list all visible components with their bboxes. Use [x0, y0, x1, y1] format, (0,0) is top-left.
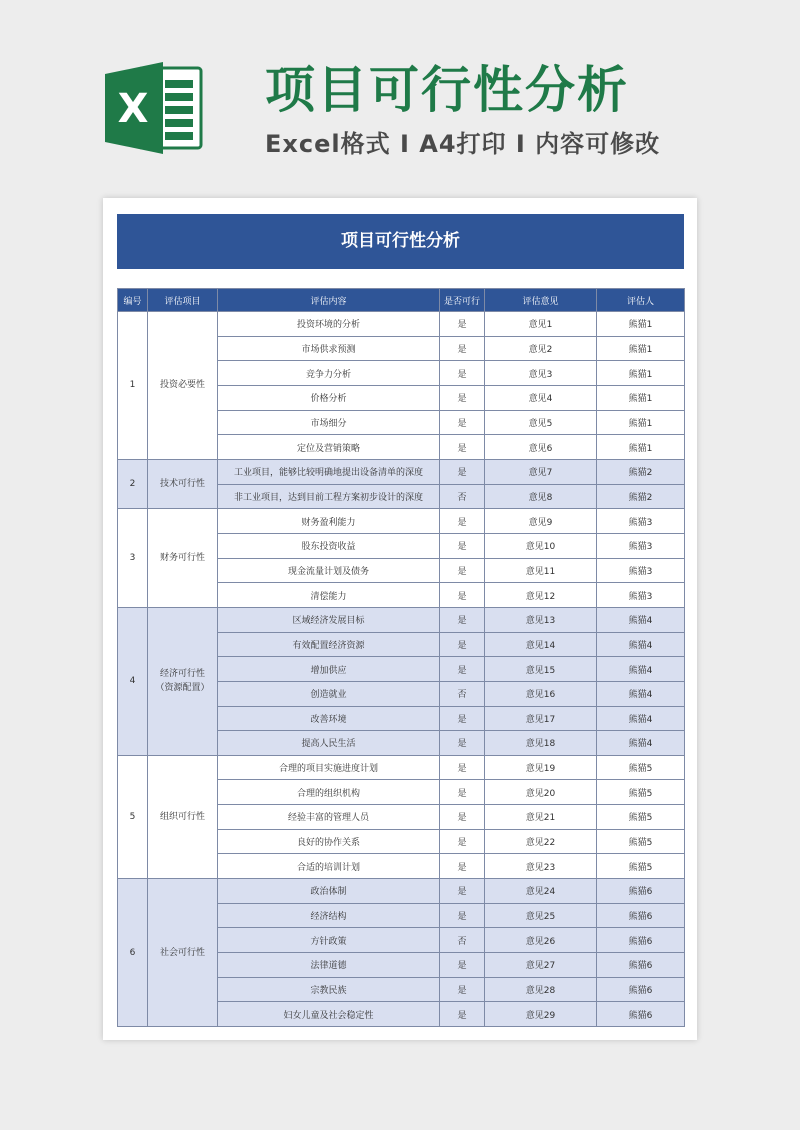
- assessor-cell: 熊猫5: [597, 829, 685, 854]
- content-cell: 方针政策: [218, 928, 440, 953]
- group-name-line: 经济可行性: [159, 669, 205, 680]
- assessor-cell: 熊猫3: [597, 583, 685, 608]
- feasible-cell: 是: [440, 558, 485, 583]
- table-row: [118, 755, 685, 780]
- feasible-cell: 否: [440, 681, 485, 706]
- assessor-cell: 熊猫3: [597, 533, 685, 558]
- assessor-cell: 熊猫4: [597, 632, 685, 657]
- feasible-cell: 否: [440, 484, 485, 509]
- opinion-cell: 意见4: [485, 385, 597, 410]
- feasible-cell: 是: [440, 755, 485, 780]
- group-name-cell: [148, 607, 218, 755]
- opinion-cell: 意见13: [485, 607, 597, 632]
- feasible-cell: 是: [440, 533, 485, 558]
- content-cell: 政治体制: [218, 879, 440, 904]
- group-number-cell: 1: [118, 312, 148, 460]
- assessor-cell: 熊猫4: [597, 657, 685, 682]
- assessor-cell: 熊猫6: [597, 977, 685, 1002]
- content-cell: 竞争力分析: [218, 361, 440, 386]
- group-name-cell: [148, 312, 218, 460]
- content-cell: 法律道德: [218, 953, 440, 978]
- feasible-cell: 是: [440, 854, 485, 879]
- opinion-cell: 意见8: [485, 484, 597, 509]
- feasible-cell: 是: [440, 435, 485, 460]
- table-row: [118, 312, 685, 337]
- content-cell: 增加供应: [218, 657, 440, 682]
- content-cell: 合理的组织机构: [218, 780, 440, 805]
- group-name-cell: [148, 755, 218, 878]
- group-name-cell: [148, 879, 218, 1027]
- group-number-cell: 6: [118, 879, 148, 1027]
- assessor-cell: 熊猫6: [597, 1002, 685, 1027]
- assessor-cell: 熊猫1: [597, 361, 685, 386]
- content-cell: 宗教民族: [218, 977, 440, 1002]
- opinion-cell: 意见18: [485, 731, 597, 756]
- opinion-cell: 意见26: [485, 928, 597, 953]
- opinion-cell: 意见16: [485, 681, 597, 706]
- assessor-cell: 熊猫3: [597, 509, 685, 534]
- group-name-cell: [148, 509, 218, 608]
- page-subtitle: Excel格式 I A4打印 I 内容可修改: [265, 130, 661, 158]
- feasible-cell: 是: [440, 607, 485, 632]
- column-header-content: 评估内容: [218, 289, 440, 312]
- group-name-cell: [148, 459, 218, 508]
- assessor-cell: 熊猫4: [597, 681, 685, 706]
- assessor-cell: 熊猫1: [597, 312, 685, 337]
- feasible-cell: 是: [440, 1002, 485, 1027]
- content-cell: 股东投资收益: [218, 533, 440, 558]
- group-name-line: 技术可行性: [159, 479, 205, 490]
- assessor-cell: 熊猫1: [597, 336, 685, 361]
- assessor-cell: 熊猫2: [597, 484, 685, 509]
- table-body: [118, 312, 685, 1027]
- table-row: [118, 879, 685, 904]
- opinion-cell: 意见3: [485, 361, 597, 386]
- feasible-cell: 是: [440, 706, 485, 731]
- opinion-cell: 意见12: [485, 583, 597, 608]
- feasible-cell: 是: [440, 879, 485, 904]
- column-header-no: 编号: [118, 289, 148, 312]
- opinion-cell: 意见23: [485, 854, 597, 879]
- content-cell: 区域经济发展目标: [218, 607, 440, 632]
- feasible-cell: 是: [440, 953, 485, 978]
- opinion-cell: 意见24: [485, 879, 597, 904]
- assessor-cell: 熊猫1: [597, 410, 685, 435]
- feasible-cell: 是: [440, 509, 485, 534]
- feasible-cell: 是: [440, 410, 485, 435]
- group-name-line: 社会可行性: [159, 947, 205, 958]
- table-row: [118, 607, 685, 632]
- content-cell: 经验丰富的管理人员: [218, 805, 440, 830]
- feasibility-table: [117, 288, 685, 1027]
- opinion-cell: 意见17: [485, 706, 597, 731]
- feasible-cell: 是: [440, 459, 485, 484]
- column-header-assessor: 评估人: [597, 289, 685, 312]
- assessor-cell: 熊猫4: [597, 706, 685, 731]
- opinion-cell: 意见2: [485, 336, 597, 361]
- group-name-line: 组织可行性: [159, 811, 205, 822]
- content-cell: 经济结构: [218, 903, 440, 928]
- content-cell: 改善环境: [218, 706, 440, 731]
- assessor-cell: 熊猫5: [597, 854, 685, 879]
- opinion-cell: 意见7: [485, 459, 597, 484]
- opinion-cell: 意见20: [485, 780, 597, 805]
- feasible-cell: 是: [440, 385, 485, 410]
- assessor-cell: 熊猫3: [597, 558, 685, 583]
- excel-icon: [105, 60, 205, 156]
- assessor-cell: 熊猫6: [597, 928, 685, 953]
- opinion-cell: 意见11: [485, 558, 597, 583]
- opinion-cell: 意见27: [485, 953, 597, 978]
- content-cell: 非工业项目，达到目前工程方案初步设计的深度: [218, 484, 440, 509]
- column-header-feasible: 是否可行: [440, 289, 485, 312]
- content-cell: 定位及营销策略: [218, 435, 440, 460]
- opinion-cell: 意见29: [485, 1002, 597, 1027]
- group-name-line: 投资必要性: [159, 380, 205, 391]
- feasible-cell: 是: [440, 583, 485, 608]
- content-cell: 合适的培训计划: [218, 854, 440, 879]
- opinion-cell: 意见5: [485, 410, 597, 435]
- content-cell: 价格分析: [218, 385, 440, 410]
- feasible-cell: 是: [440, 361, 485, 386]
- feasible-cell: 是: [440, 312, 485, 337]
- content-cell: 财务盈利能力: [218, 509, 440, 534]
- assessor-cell: 熊猫1: [597, 385, 685, 410]
- opinion-cell: 意见22: [485, 829, 597, 854]
- content-cell: 现金流量计划及债务: [218, 558, 440, 583]
- assessor-cell: 熊猫1: [597, 435, 685, 460]
- feasible-cell: 是: [440, 780, 485, 805]
- opinion-cell: 意见19: [485, 755, 597, 780]
- opinion-cell: 意见25: [485, 903, 597, 928]
- feasible-cell: 否: [440, 928, 485, 953]
- opinion-cell: 意见10: [485, 533, 597, 558]
- logo-letter: X: [117, 86, 149, 132]
- assessor-cell: 熊猫4: [597, 731, 685, 756]
- feasible-cell: 是: [440, 977, 485, 1002]
- assessor-cell: 熊猫6: [597, 953, 685, 978]
- assessor-cell: 熊猫4: [597, 607, 685, 632]
- assessor-cell: 熊猫5: [597, 755, 685, 780]
- assessor-cell: 熊猫5: [597, 805, 685, 830]
- feasible-cell: 是: [440, 805, 485, 830]
- opinion-cell: 意见6: [485, 435, 597, 460]
- opinion-cell: 意见15: [485, 657, 597, 682]
- opinion-cell: 意见14: [485, 632, 597, 657]
- assessor-cell: 熊猫5: [597, 780, 685, 805]
- content-cell: 合理的项目实施进度计划: [218, 755, 440, 780]
- content-cell: 投资环境的分析: [218, 312, 440, 337]
- opinion-cell: 意见1: [485, 312, 597, 337]
- content-cell: 市场供求预测: [218, 336, 440, 361]
- group-number-cell: 4: [118, 607, 148, 755]
- content-cell: 有效配置经济资源: [218, 632, 440, 657]
- feasible-cell: 是: [440, 657, 485, 682]
- content-cell: 妇女儿童及社会稳定性: [218, 1002, 440, 1027]
- table-row: [118, 509, 685, 534]
- group-number-cell: 2: [118, 459, 148, 508]
- assessor-cell: 熊猫2: [597, 459, 685, 484]
- content-cell: 提高人民生活: [218, 731, 440, 756]
- column-header-item: 评估项目: [148, 289, 218, 312]
- opinion-cell: 意见21: [485, 805, 597, 830]
- feasible-cell: 是: [440, 632, 485, 657]
- group-name-line: 财务可行性: [159, 553, 205, 564]
- assessor-cell: 熊猫6: [597, 903, 685, 928]
- feasible-cell: 是: [440, 829, 485, 854]
- group-name-line: （资源配置）: [155, 683, 210, 694]
- content-cell: 创造就业: [218, 681, 440, 706]
- content-cell: 良好的协作关系: [218, 829, 440, 854]
- content-cell: 清偿能力: [218, 583, 440, 608]
- feasible-cell: 是: [440, 903, 485, 928]
- column-header-opinion: 评估意见: [485, 289, 597, 312]
- opinion-cell: 意见28: [485, 977, 597, 1002]
- feasible-cell: 是: [440, 731, 485, 756]
- assessor-cell: 熊猫6: [597, 879, 685, 904]
- table-header-row: [118, 289, 685, 312]
- opinion-cell: 意见9: [485, 509, 597, 534]
- group-number-cell: 5: [118, 755, 148, 878]
- feasible-cell: 是: [440, 336, 485, 361]
- content-cell: 工业项目，能够比较明确地提出设备清单的深度: [218, 459, 440, 484]
- content-cell: 市场细分: [218, 410, 440, 435]
- sheet-title: 项目可行性分析: [117, 214, 684, 269]
- table-row: [118, 459, 685, 484]
- group-number-cell: 3: [118, 509, 148, 608]
- page-title: 项目可行性分析: [265, 61, 629, 119]
